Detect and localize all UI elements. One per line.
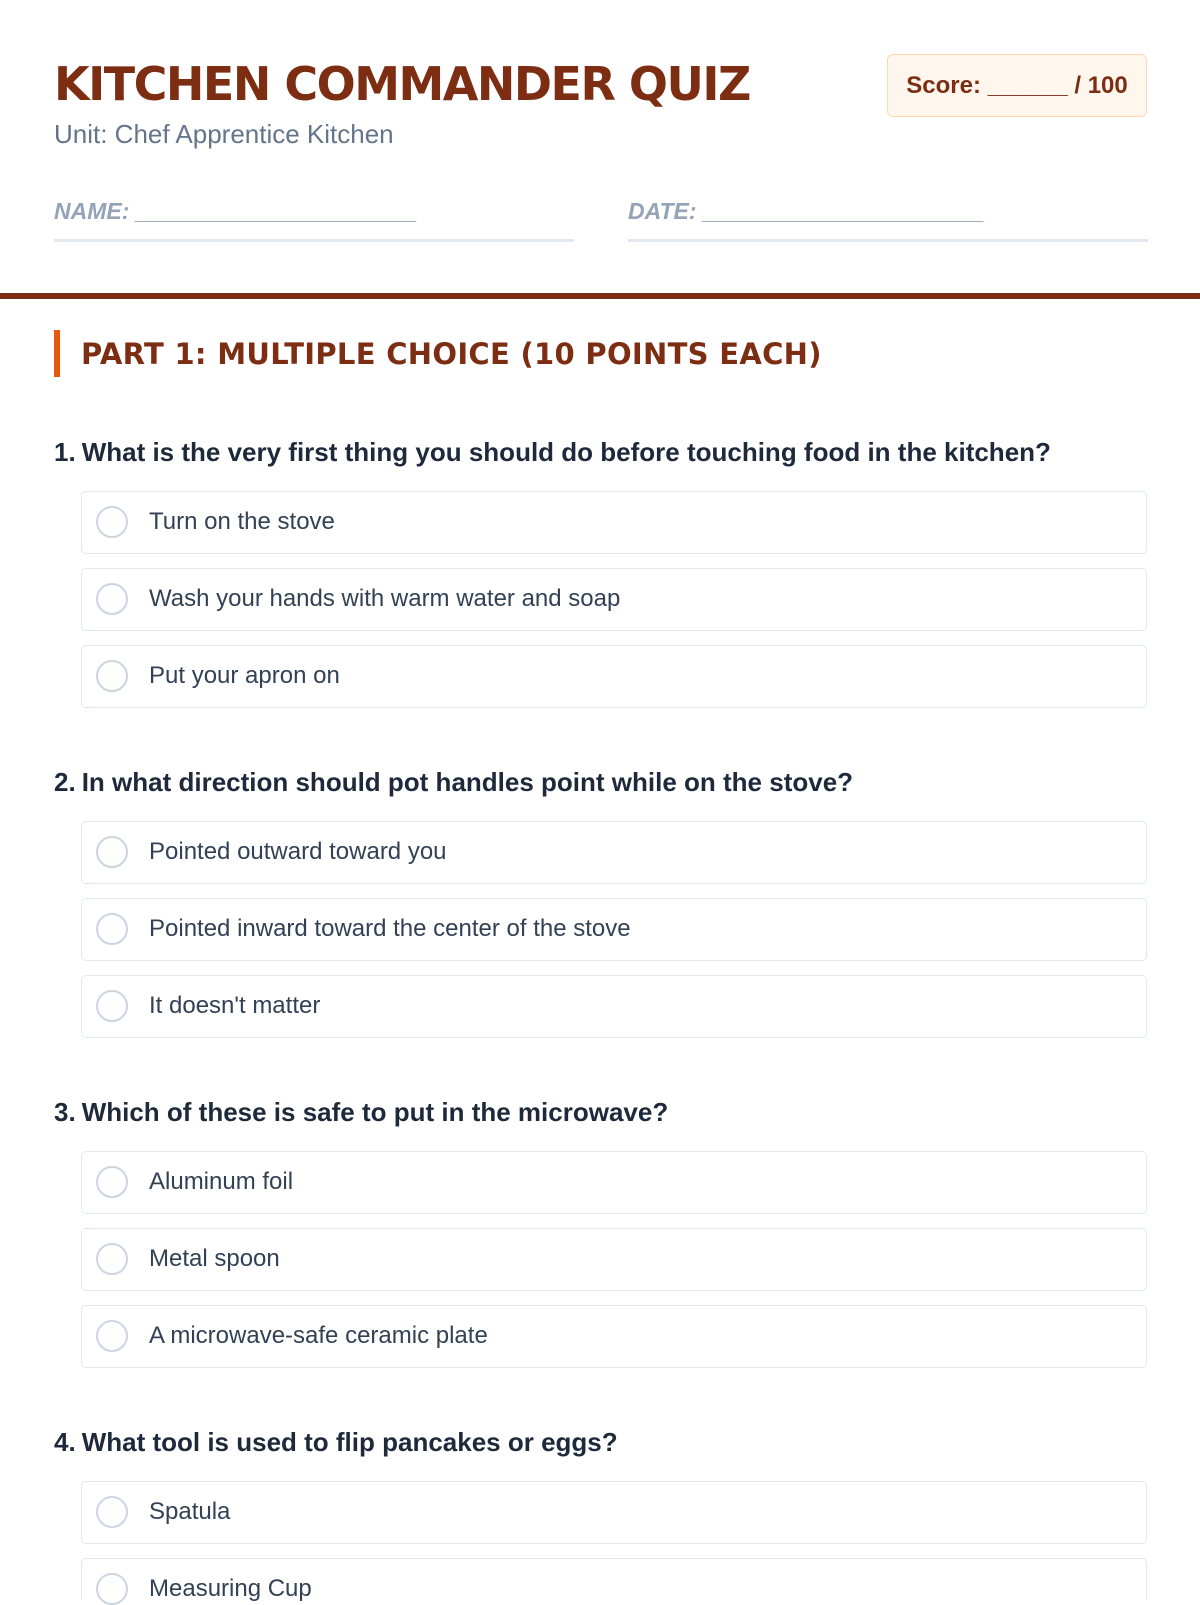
answer-option[interactable] (81, 568, 1147, 631)
answer-option[interactable] (81, 1558, 1147, 1600)
radio-button[interactable] (96, 913, 128, 945)
answer-option[interactable] (81, 1305, 1147, 1368)
question-number: 1. (54, 437, 76, 467)
date-field[interactable]: DATE: ______________________ (628, 198, 1148, 242)
quiz-header (0, 0, 1200, 299)
radio-button[interactable] (96, 990, 128, 1022)
score-box: Score: ______ / 100 (887, 54, 1147, 117)
option-label: A microwave-safe ceramic plate (149, 1322, 488, 1349)
answer-option[interactable] (81, 1151, 1147, 1214)
question-1 (54, 436, 1051, 468)
unit-subtitle: Unit: Chef Apprentice Kitchen (54, 119, 394, 149)
question-number: 3. (54, 1097, 76, 1127)
radio-button[interactable] (96, 583, 128, 615)
radio-button[interactable] (96, 1320, 128, 1352)
question-text: What tool is used to flip pancakes or eggs? (81, 1427, 618, 1457)
answer-option[interactable] (81, 898, 1147, 961)
option-label: Metal spoon (149, 1245, 280, 1272)
question-text: Which of these is safe to put in the microwave? (81, 1097, 669, 1127)
radio-button[interactable] (96, 660, 128, 692)
radio-button[interactable] (96, 1166, 128, 1198)
option-label: Pointed inward toward the center of the stove (149, 915, 631, 942)
option-label: Aluminum foil (149, 1168, 294, 1195)
radio-button[interactable] (96, 1496, 128, 1528)
answer-option[interactable] (81, 1228, 1147, 1291)
radio-button[interactable] (96, 1243, 128, 1275)
option-label: Turn on the stove (149, 508, 335, 535)
question-3 (54, 1096, 668, 1128)
section-heading: PART 1: MULTIPLE CHOICE (10 POINTS EACH) (54, 330, 822, 377)
radio-button[interactable] (96, 836, 128, 868)
radio-button[interactable] (96, 506, 128, 538)
question-4 (54, 1426, 618, 1458)
answer-option[interactable] (81, 821, 1147, 884)
answer-option[interactable] (81, 645, 1147, 708)
option-label: Measuring Cup (149, 1575, 312, 1602)
option-label: Put your apron on (149, 662, 340, 689)
option-label: It doesn't matter (149, 992, 321, 1019)
question-number: 2. (54, 767, 76, 797)
question-text: What is the very first thing you should do before touching food in the kitchen? (81, 437, 1051, 467)
question-2 (54, 766, 853, 798)
answer-option[interactable] (81, 1481, 1147, 1544)
answer-option[interactable] (81, 491, 1147, 554)
option-label: Spatula (149, 1498, 231, 1525)
option-label: Wash your hands with warm water and soap (149, 585, 621, 612)
page-title: KITCHEN COMMANDER QUIZ (54, 57, 750, 111)
question-number: 4. (54, 1427, 76, 1457)
answer-option[interactable] (81, 975, 1147, 1038)
question-text: In what direction should pot handles point while on the stove? (81, 767, 854, 797)
option-label: Pointed outward toward you (149, 838, 447, 865)
radio-button[interactable] (96, 1573, 128, 1605)
name-field[interactable]: NAME: ______________________ (54, 198, 574, 242)
